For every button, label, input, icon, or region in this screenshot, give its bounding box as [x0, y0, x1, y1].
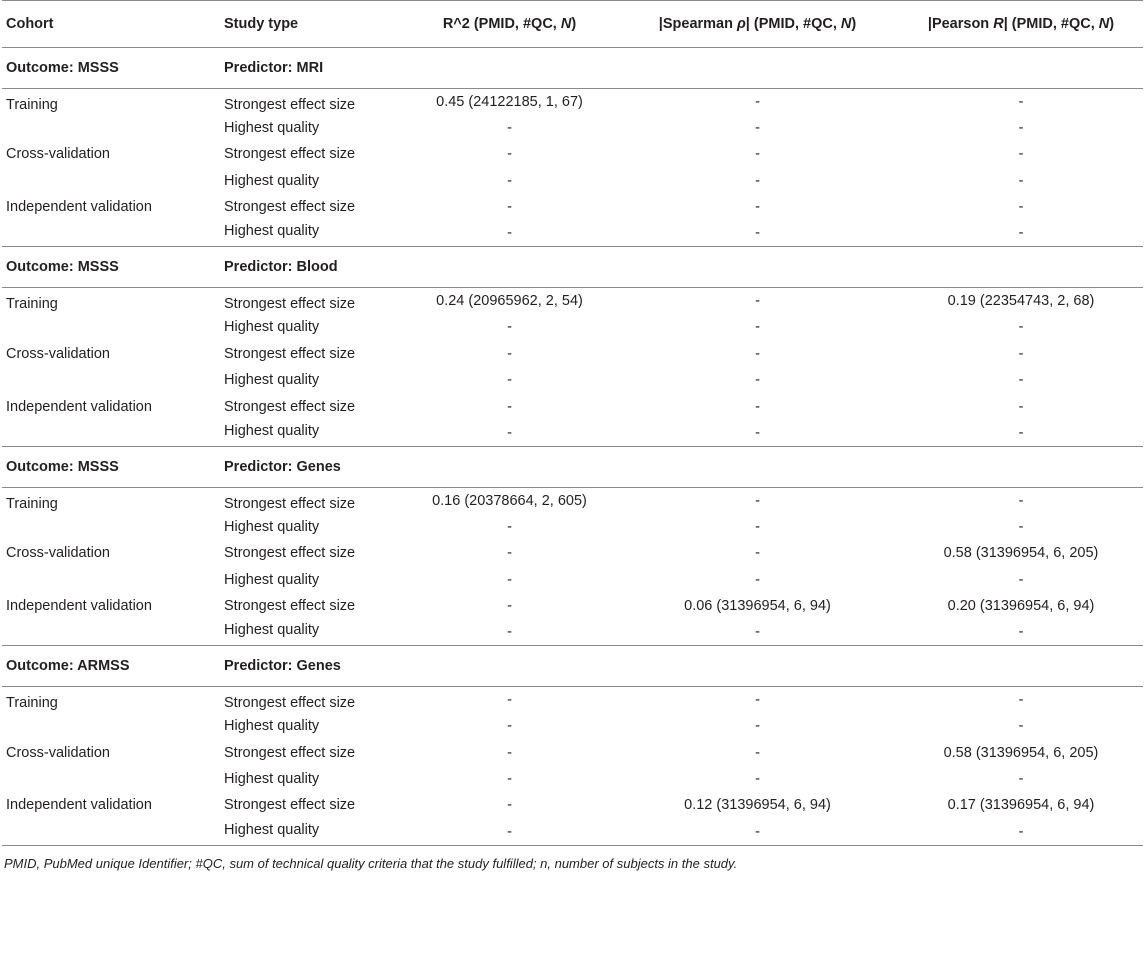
cell-pearson: -	[1018, 398, 1024, 415]
section-predictor: Predictor: Blood	[224, 259, 338, 276]
header-spearman: |Spearman ρ| (PMID, #QC, N)	[658, 16, 857, 32]
section-outcome: Outcome: MSSS	[6, 259, 119, 276]
cell-pearson: -	[1018, 225, 1024, 242]
cell-study-type: Strongest effect size	[224, 694, 356, 711]
cell-cohort: Training	[6, 495, 58, 512]
cell-spearman: -	[755, 545, 760, 562]
cell-study-type: Highest quality	[224, 172, 320, 189]
cell-r2: -	[507, 797, 512, 814]
table-row	[2, 367, 1143, 393]
cell-spearman: -	[755, 823, 760, 840]
cell-spearman: -	[755, 199, 760, 216]
cell-r2: -	[507, 718, 512, 735]
table-bottom-rule	[2, 845, 1143, 846]
cell-pearson: 0.58 (31396954, 6, 205)	[943, 744, 1099, 761]
cell-study-type: Highest quality	[224, 319, 320, 336]
table-row	[2, 766, 1143, 792]
cell-spearman: -	[755, 120, 760, 137]
table-row	[2, 818, 1143, 844]
cell-cohort: Training	[6, 296, 58, 313]
cell-study-type: Highest quality	[224, 223, 320, 240]
table-row	[2, 792, 1143, 818]
cell-study-type: Highest quality	[224, 571, 320, 588]
cell-spearman: -	[755, 319, 760, 336]
table-row	[2, 393, 1143, 419]
header-cohort: Cohort	[6, 16, 54, 32]
cell-cohort: Independent validation	[6, 398, 152, 415]
cell-study-type: Highest quality	[224, 718, 320, 735]
cell-study-type: Strongest effect size	[224, 797, 356, 814]
header-pearson: |Pearson R| (PMID, #QC, N)	[927, 16, 1115, 32]
cell-cohort: Cross-validation	[6, 545, 110, 562]
section-outcome: Outcome: MSSS	[6, 458, 119, 475]
cell-study-type: Highest quality	[224, 120, 320, 137]
cell-pearson: -	[1018, 823, 1024, 840]
table-header-row	[2, 1, 1143, 48]
cell-pearson: -	[1018, 691, 1024, 708]
cell-r2: -	[507, 518, 512, 535]
table-row	[2, 593, 1143, 619]
cell-r2: -	[507, 624, 512, 641]
cell-spearman: -	[755, 624, 760, 641]
cell-spearman: -	[755, 492, 760, 509]
cell-study-type: Strongest effect size	[224, 199, 356, 216]
cell-pearson: -	[1018, 172, 1024, 189]
cell-spearman: 0.06 (31396954, 6, 94)	[684, 597, 831, 614]
section-header-row	[2, 48, 1143, 89]
cell-spearman: -	[755, 518, 760, 535]
header-r2: R^2 (PMID, #QC, N)	[442, 16, 577, 32]
cell-spearman: -	[755, 571, 760, 588]
table-row	[2, 619, 1143, 645]
cell-pearson: 0.19 (22354743, 2, 68)	[947, 293, 1095, 310]
cell-pearson: -	[1018, 571, 1024, 588]
cell-spearman: -	[755, 424, 760, 441]
section-header-row	[2, 446, 1143, 487]
cell-study-type: Highest quality	[224, 372, 320, 389]
cell-pearson: 0.58 (31396954, 6, 205)	[943, 545, 1099, 562]
section-header-row	[2, 247, 1143, 288]
cell-pearson: -	[1018, 120, 1024, 137]
cell-study-type: Highest quality	[224, 821, 320, 838]
cell-r2: -	[507, 146, 512, 163]
cell-study-type: Highest quality	[224, 622, 320, 639]
header-study-type: Study type	[224, 16, 299, 32]
cell-pearson: -	[1018, 770, 1024, 787]
cell-r2: 0.24 (20965962, 2, 54)	[436, 293, 583, 310]
cell-spearman: -	[755, 372, 760, 389]
table-row	[2, 566, 1143, 592]
results-table	[2, 0, 1143, 845]
cell-pearson: -	[1018, 319, 1024, 336]
section-predictor: Predictor: Genes	[224, 458, 341, 475]
cell-cohort	[2, 220, 220, 246]
table-row	[2, 168, 1143, 194]
table-body	[2, 48, 1143, 845]
table-row	[2, 89, 1143, 115]
cell-spearman: -	[755, 398, 760, 415]
cell-r2: -	[507, 225, 512, 242]
cell-r2: 0.16 (20378664, 2, 605)	[432, 492, 587, 509]
cell-spearman: -	[755, 225, 760, 242]
cell-study-type: Strongest effect size	[224, 495, 356, 512]
cell-study-type: Highest quality	[224, 770, 320, 787]
cell-cohort	[2, 566, 220, 592]
cell-pearson: -	[1018, 492, 1024, 509]
cell-spearman: -	[755, 691, 760, 708]
cell-pearson: -	[1018, 518, 1024, 535]
table-row	[2, 739, 1143, 765]
cell-cohort	[2, 766, 220, 792]
cell-study-type: Strongest effect size	[224, 398, 356, 415]
cell-study-type: Strongest effect size	[224, 545, 356, 562]
cell-r2: -	[507, 172, 512, 189]
table-row	[2, 713, 1143, 739]
cell-pearson: -	[1018, 372, 1024, 389]
cell-cohort	[2, 367, 220, 393]
cell-cohort: Training	[6, 694, 58, 711]
cell-cohort: Independent validation	[6, 797, 152, 814]
cell-pearson: -	[1018, 345, 1024, 362]
cell-cohort: Training	[6, 96, 58, 113]
cell-cohort: Cross-validation	[6, 744, 110, 761]
cell-r2: -	[507, 770, 512, 787]
cell-spearman: -	[755, 718, 760, 735]
table-row	[2, 141, 1143, 167]
table-row	[2, 341, 1143, 367]
cell-study-type: Strongest effect size	[224, 296, 356, 313]
cell-r2: -	[507, 823, 512, 840]
cell-r2: 0.45 (24122185, 1, 67)	[436, 93, 583, 110]
cell-study-type: Highest quality	[224, 518, 320, 535]
cell-pearson: -	[1018, 199, 1024, 216]
cell-cohort	[2, 514, 220, 540]
cell-r2: -	[507, 199, 512, 216]
cell-cohort: Cross-validation	[6, 345, 110, 362]
cell-spearman: -	[755, 146, 760, 163]
cell-spearman: -	[755, 93, 760, 110]
cell-r2: -	[507, 597, 512, 614]
cell-r2: -	[507, 345, 512, 362]
cell-r2: -	[507, 545, 512, 562]
cell-cohort	[2, 713, 220, 739]
cell-cohort	[2, 818, 220, 844]
cell-pearson: -	[1018, 146, 1024, 163]
cell-spearman: -	[755, 345, 760, 362]
cell-pearson: -	[1018, 424, 1024, 441]
section-predictor: Predictor: Genes	[224, 658, 341, 675]
section-outcome: Outcome: MSSS	[6, 60, 119, 76]
cell-r2: -	[507, 398, 512, 415]
table-row	[2, 487, 1143, 513]
cell-r2: -	[507, 120, 512, 137]
cell-cohort	[2, 168, 220, 194]
cell-study-type: Strongest effect size	[224, 345, 356, 362]
cell-spearman: 0.12 (31396954, 6, 94)	[684, 797, 831, 814]
cell-r2: -	[507, 424, 512, 441]
cell-spearman: -	[755, 172, 760, 189]
cell-pearson: -	[1018, 624, 1024, 641]
table-row	[2, 687, 1143, 713]
cell-cohort: Independent validation	[6, 199, 152, 216]
table-row	[2, 420, 1143, 446]
cell-r2: -	[507, 372, 512, 389]
section-header-row	[2, 646, 1143, 687]
cell-cohort: Cross-validation	[6, 146, 110, 163]
cell-pearson: 0.20 (31396954, 6, 94)	[947, 597, 1095, 614]
cell-study-type: Strongest effect size	[224, 597, 356, 614]
cell-spearman: -	[755, 293, 760, 310]
section-predictor: Predictor: MRI	[224, 60, 324, 76]
cell-study-type: Strongest effect size	[224, 146, 356, 163]
cell-study-type: Strongest effect size	[224, 96, 356, 113]
cell-pearson: -	[1018, 93, 1024, 110]
section-outcome: Outcome: ARMSS	[6, 658, 130, 675]
table-row	[2, 314, 1143, 340]
table-row	[2, 220, 1143, 246]
table-row	[2, 288, 1143, 314]
cell-study-type: Strongest effect size	[224, 744, 356, 761]
cell-r2: -	[507, 571, 512, 588]
cell-cohort	[2, 314, 220, 340]
cell-spearman: -	[755, 770, 760, 787]
cell-r2: -	[507, 691, 512, 708]
cell-pearson: -	[1018, 718, 1024, 735]
cell-cohort: Independent validation	[6, 597, 152, 614]
cell-pearson: 0.17 (31396954, 6, 94)	[947, 797, 1095, 814]
cell-r2: -	[507, 744, 512, 761]
table-row	[2, 514, 1143, 540]
table-footnote: PMID, PubMed unique Identifier; #QC, sum of technical quality criteria that the study fulfilled; n, number of subjects in the study.	[4, 855, 738, 871]
table-row	[2, 115, 1143, 141]
cell-r2: -	[507, 319, 512, 336]
cell-spearman: -	[755, 744, 760, 761]
cell-cohort	[2, 420, 220, 446]
table-row	[2, 194, 1143, 220]
table-row	[2, 540, 1143, 566]
cell-study-type: Highest quality	[224, 422, 320, 439]
cell-cohort	[2, 619, 220, 645]
cell-cohort	[2, 115, 220, 141]
